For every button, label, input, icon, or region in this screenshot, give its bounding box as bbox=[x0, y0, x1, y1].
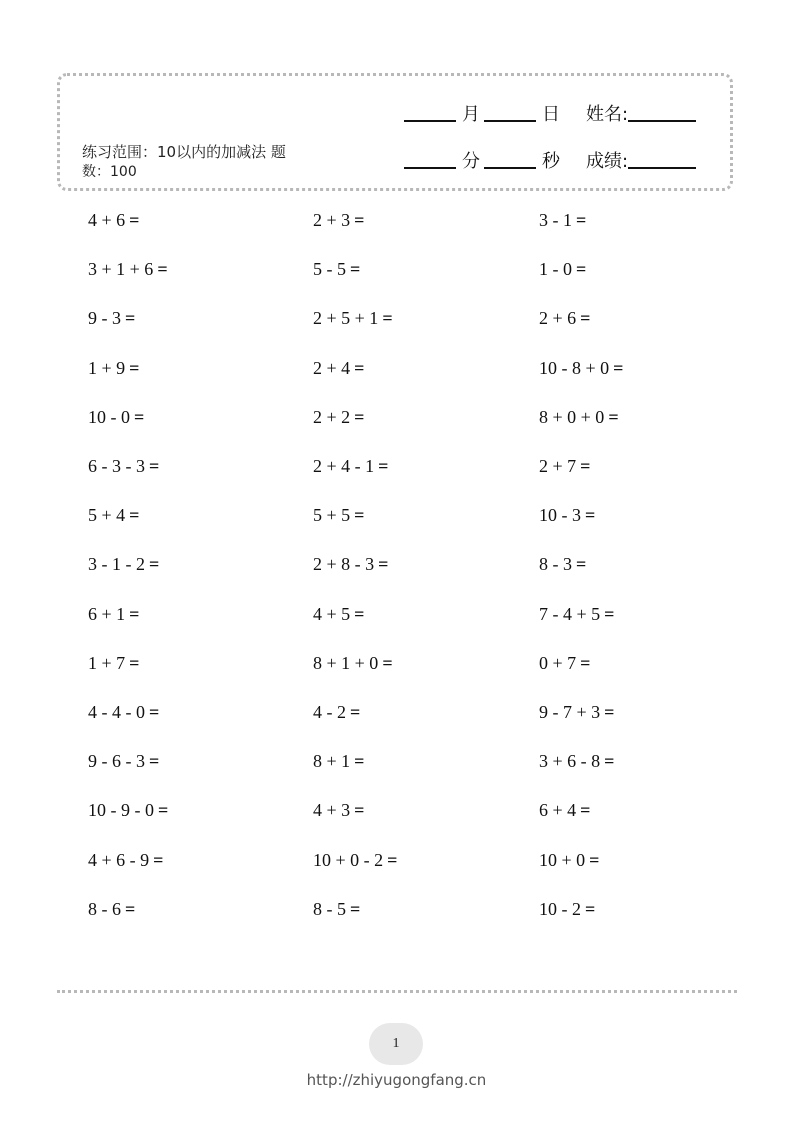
equals-sign: = bbox=[613, 357, 624, 378]
math-problem bbox=[539, 899, 595, 920]
equals-sign: = bbox=[350, 259, 361, 280]
equals-sign: = bbox=[576, 259, 587, 280]
problem-expression: 8 + 1 bbox=[313, 751, 351, 772]
problem-expression: 8 + 1 + 0 bbox=[313, 652, 379, 673]
math-problem bbox=[313, 505, 364, 526]
problem-expression: 0 + 7 bbox=[539, 652, 577, 673]
math-problem bbox=[539, 653, 590, 674]
problem-expression: 2 + 3 bbox=[313, 210, 351, 230]
problem-expression: 10 + 0 - 2 bbox=[313, 849, 384, 870]
equals-sign: = bbox=[125, 898, 136, 919]
problem-expression: 5 - 5 bbox=[313, 259, 346, 280]
problem-expression: 4 - 2 bbox=[313, 702, 346, 722]
equals-sign: = bbox=[576, 210, 587, 230]
equals-sign: = bbox=[354, 603, 365, 624]
equals-sign: = bbox=[354, 406, 365, 427]
math-problem bbox=[539, 210, 586, 231]
scope-line-1: 练习范围：10以内的加减法 题 bbox=[82, 143, 286, 161]
scope-line-2: 数：100 bbox=[82, 164, 137, 180]
problem-expression: 4 + 3 bbox=[313, 800, 351, 821]
equals-sign: = bbox=[604, 603, 615, 624]
problem-expression: 9 - 7 + 3 bbox=[539, 702, 601, 722]
equals-sign: = bbox=[378, 456, 389, 476]
math-problem bbox=[539, 751, 614, 772]
math-problem bbox=[539, 505, 595, 526]
math-problem bbox=[539, 358, 623, 379]
minute-label: 分 bbox=[462, 151, 480, 172]
equals-sign: = bbox=[149, 456, 160, 476]
page-number: 1 bbox=[369, 1023, 423, 1065]
math-problem bbox=[313, 308, 393, 329]
equals-sign: = bbox=[387, 849, 398, 870]
math-problem bbox=[88, 505, 139, 526]
math-problem bbox=[313, 653, 393, 674]
equals-sign: = bbox=[589, 849, 600, 870]
problem-expression: 4 + 5 bbox=[313, 603, 351, 624]
problem-expression: 10 + 0 bbox=[539, 849, 586, 870]
equals-sign: = bbox=[354, 210, 365, 230]
problem-expression: 2 + 2 bbox=[313, 406, 351, 427]
problem-expression: 4 + 6 - 9 bbox=[88, 849, 150, 870]
equals-sign: = bbox=[149, 702, 160, 722]
equals-sign: = bbox=[608, 406, 619, 427]
equals-sign: = bbox=[604, 751, 615, 772]
math-problem bbox=[313, 456, 388, 477]
site-url: http://zhiyugongfang.cn bbox=[306, 1071, 487, 1089]
math-problem bbox=[88, 751, 159, 772]
math-problem bbox=[313, 407, 364, 428]
problem-expression: 4 - 4 - 0 bbox=[88, 702, 145, 722]
problem-expression: 2 + 8 - 3 bbox=[313, 554, 375, 575]
problem-expression: 6 + 4 bbox=[539, 800, 577, 821]
math-problem bbox=[88, 850, 163, 871]
equals-sign: = bbox=[129, 505, 140, 526]
problem-expression: 10 - 2 bbox=[539, 898, 581, 919]
problem-expression: 10 - 3 bbox=[539, 505, 581, 526]
score-label: 成绩: bbox=[586, 151, 629, 172]
problem-expression: 1 + 7 bbox=[88, 652, 126, 673]
math-problem bbox=[88, 210, 139, 231]
equals-sign: = bbox=[158, 800, 169, 821]
math-problem bbox=[539, 259, 586, 280]
math-problem bbox=[88, 604, 139, 625]
problem-expression: 8 + 0 + 0 bbox=[539, 406, 605, 427]
problem-expression: 2 + 5 + 1 bbox=[313, 308, 379, 329]
math-problem bbox=[539, 407, 619, 428]
equals-sign: = bbox=[576, 554, 587, 575]
math-problem bbox=[313, 210, 364, 231]
math-problem bbox=[88, 554, 159, 575]
problem-expression: 9 - 6 - 3 bbox=[88, 751, 145, 772]
math-problem bbox=[539, 308, 590, 329]
equals-sign: = bbox=[354, 751, 365, 772]
math-problem bbox=[313, 850, 397, 871]
equals-sign: = bbox=[153, 849, 164, 870]
problem-expression: 1 - 0 bbox=[539, 259, 572, 280]
math-problem bbox=[539, 702, 614, 723]
problem-expression: 8 - 3 bbox=[539, 554, 572, 575]
equals-sign: = bbox=[157, 259, 168, 280]
math-problem bbox=[539, 800, 590, 821]
problem-expression: 3 - 1 - 2 bbox=[88, 554, 145, 575]
math-problem bbox=[313, 604, 364, 625]
math-problem bbox=[88, 456, 159, 477]
equals-sign: = bbox=[354, 505, 365, 526]
math-problem bbox=[88, 259, 168, 280]
equals-sign: = bbox=[580, 800, 591, 821]
problem-expression: 2 + 4 - 1 bbox=[313, 456, 375, 476]
math-problem bbox=[313, 702, 360, 723]
math-problem bbox=[539, 850, 599, 871]
problem-expression: 6 + 1 bbox=[88, 603, 126, 624]
equals-sign: = bbox=[134, 406, 145, 427]
equals-sign: = bbox=[354, 800, 365, 821]
math-problem bbox=[313, 800, 364, 821]
equals-sign: = bbox=[382, 652, 393, 673]
math-problem bbox=[313, 358, 364, 379]
math-problem bbox=[88, 358, 139, 379]
equals-sign: = bbox=[350, 702, 361, 722]
math-problem bbox=[539, 456, 590, 477]
problem-expression: 4 + 6 bbox=[88, 210, 126, 230]
equals-sign: = bbox=[125, 308, 136, 329]
problem-expression: 6 - 3 - 3 bbox=[88, 456, 145, 476]
equals-sign: = bbox=[382, 308, 393, 329]
equals-sign: = bbox=[149, 554, 160, 575]
problem-expression: 2 + 6 bbox=[539, 308, 577, 329]
math-problem bbox=[88, 653, 139, 674]
problem-expression: 9 - 3 bbox=[88, 308, 121, 329]
math-problem bbox=[313, 751, 364, 772]
month-label: 月 bbox=[462, 104, 480, 125]
problem-expression: 7 - 4 + 5 bbox=[539, 603, 601, 624]
problem-expression: 5 + 5 bbox=[313, 505, 351, 526]
math-problem bbox=[313, 259, 360, 280]
problem-expression: 5 + 4 bbox=[88, 505, 126, 526]
math-problem bbox=[539, 604, 614, 625]
equals-sign: = bbox=[580, 652, 591, 673]
problem-expression: 10 - 0 bbox=[88, 406, 130, 427]
problem-expression: 2 + 7 bbox=[539, 456, 577, 476]
problem-expression: 10 - 8 + 0 bbox=[539, 357, 610, 378]
equals-sign: = bbox=[149, 751, 160, 772]
math-problem bbox=[88, 800, 168, 821]
footer-divider bbox=[57, 990, 737, 993]
math-problem bbox=[313, 554, 388, 575]
problem-expression: 3 - 1 bbox=[539, 210, 572, 230]
problem-expression: 3 + 1 + 6 bbox=[88, 259, 154, 280]
math-problem bbox=[88, 899, 135, 920]
math-problem bbox=[88, 407, 144, 428]
equals-sign: = bbox=[350, 898, 361, 919]
equals-sign: = bbox=[129, 210, 140, 230]
equals-sign: = bbox=[580, 308, 591, 329]
equals-sign: = bbox=[580, 456, 591, 476]
second-label: 秒 bbox=[542, 151, 560, 172]
name-label: 姓名: bbox=[586, 104, 629, 125]
math-problem bbox=[88, 702, 159, 723]
problem-expression: 8 - 6 bbox=[88, 898, 121, 919]
equals-sign: = bbox=[585, 898, 596, 919]
math-problem bbox=[313, 899, 360, 920]
math-problem bbox=[539, 554, 586, 575]
problem-expression: 10 - 9 - 0 bbox=[88, 800, 154, 821]
day-label: 日 bbox=[542, 104, 560, 125]
problem-expression: 8 - 5 bbox=[313, 898, 346, 919]
equals-sign: = bbox=[129, 603, 140, 624]
problem-expression: 1 + 9 bbox=[88, 357, 126, 378]
math-problem bbox=[88, 308, 135, 329]
equals-sign: = bbox=[604, 702, 615, 722]
equals-sign: = bbox=[129, 652, 140, 673]
equals-sign: = bbox=[585, 505, 596, 526]
equals-sign: = bbox=[378, 554, 389, 575]
problem-expression: 2 + 4 bbox=[313, 357, 351, 378]
equals-sign: = bbox=[354, 357, 365, 378]
problem-expression: 3 + 6 - 8 bbox=[539, 751, 601, 772]
equals-sign: = bbox=[129, 357, 140, 378]
